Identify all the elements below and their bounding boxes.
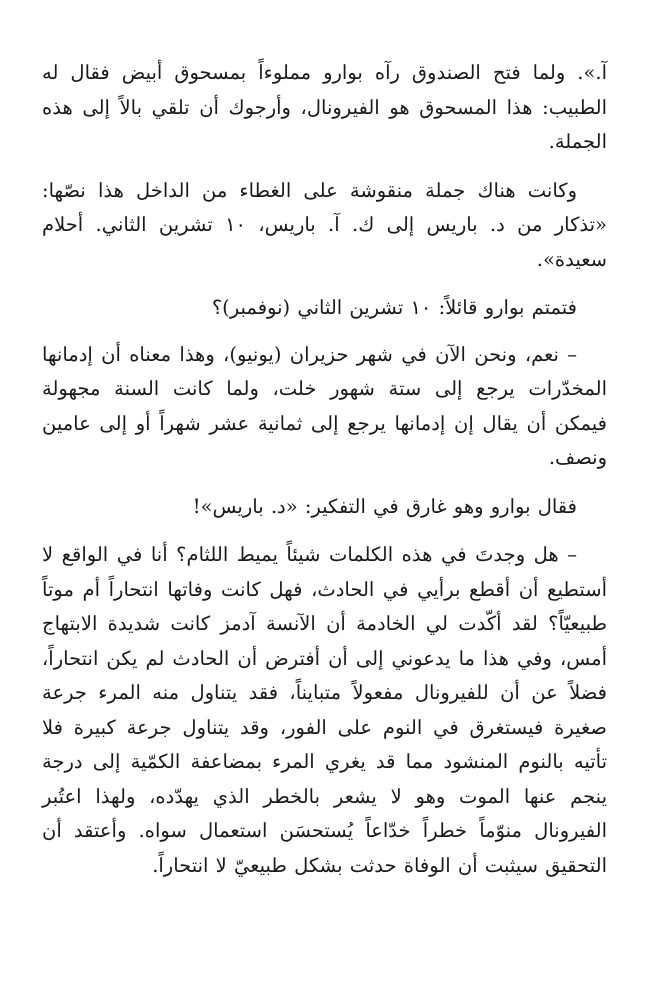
paragraph-6: – هل وجدتَ في هذه الكلمات شيئاً يميط اللثام؟ أنا في الواقع لا أستطيع أن أقطع برأيي في الحادث، فهل كانت وفاتها انتحاراً أم موتاً طبيعيّاً؟ لقد أكّدت لي الخادمة أن الآنسة آدمز كانت شديدة الابتهاج أمس، وفي هذا ما يدعوني إلى أن أفترض أن الحادث لم يكن انتحاراً، فضلاً عن أن للفيرونال مفعولاً متبايناً، فقد يتناول منه المرء جرعة صغيرة فيستغرق في النوم على الفور، وقد يتناول جرعة كبيرة فلا تأتيه بالنوم المنشود مما قد يغري المرء بمضاعفة الكمّية إلى درجة ينجم عنها الموت وهو لا يشعر بالخطر الذي يهدّده، ولهذا اعتُبر الفيرونال منوّماً خطراً خدّاعاً يُستحسَن استعمال سواه. وأعتقد أن التحقيق سيثبت أن الوفاة حدثت بشكل طبيعيّ لا انتحاراً. xyxy=(42,543,607,877)
paragraph-4: – نعم، ونحن الآن في شهر حزيران (يونيو)، وهذا معناه أن إدمانها المخدّرات يرجع إلى ستة شهور خلت، ولما كانت السنة مجهولة فيمكن أن يقال إن إدمانها يرجع إلى ثمانية عشر شهراً أو إلى عامين ونصف. xyxy=(42,342,607,469)
paragraph-5: فقال بوارو وهو غارق في التفكير: «د. باريس»! xyxy=(192,494,577,518)
paragraph-2: وكانت هناك جملة منقوشة على الغطاء من الداخل هذا نصّها: «تذكار من د. باريس إلى ك. آ. باريس، ١٠ تشرين الثاني. أحلام سعيدة». xyxy=(42,178,607,271)
paragraph-3: فتمتم بوارو قائلاً: ١٠ تشرين الثاني (نوفمبر)؟ xyxy=(211,296,577,319)
paragraph-1: آ.». ولما فتح الصندوق رآه بوارو مملوءاً بمسحوق أبيض فقال له الطبيب: هذا المسحوق هو الفيرونال، وأرجوك أن تلقي بالاً إلى هذه الجملة. xyxy=(42,61,607,153)
